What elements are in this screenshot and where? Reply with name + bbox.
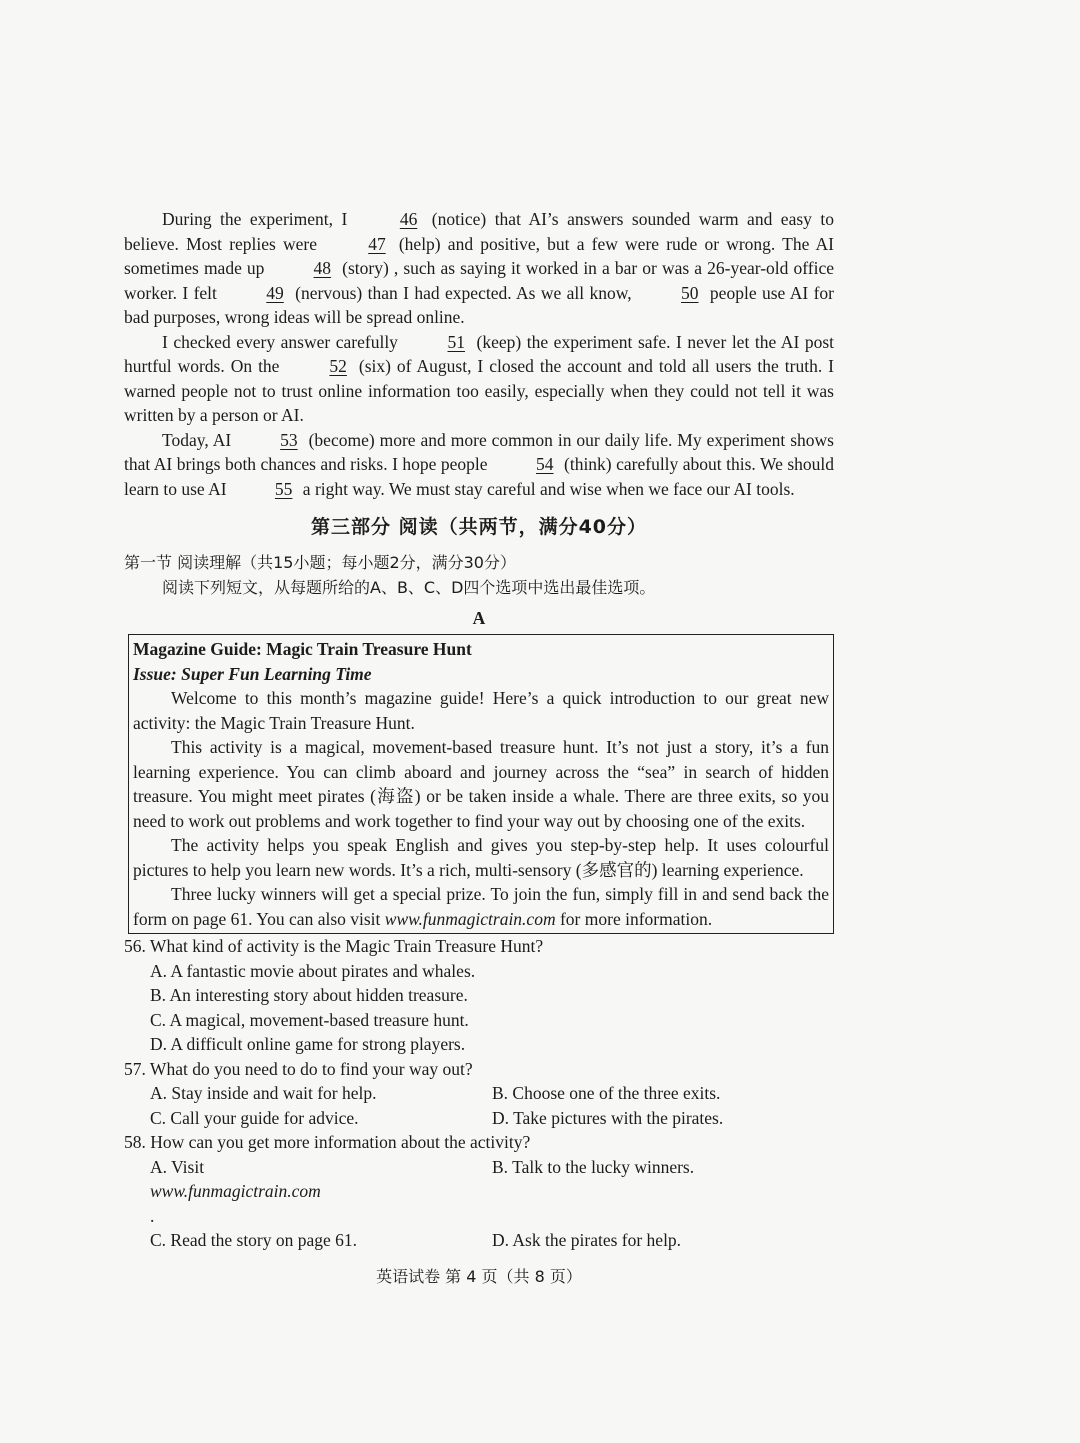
section-instruction: 阅读下列短文，从每题所给的A、B、C、D四个选项中选出最佳选项。 xyxy=(162,577,656,597)
question-58 xyxy=(124,1130,834,1253)
text: a right way. We must stay careful and wise when we face our AI tools. xyxy=(298,478,795,499)
text: I checked every answer carefully xyxy=(162,331,404,352)
text: (six) of August, I closed the account and told all users the truth. I warned people not to trust online information too easily, especially when they could not tell it was written by a person or AI. xyxy=(124,356,834,425)
passage-letter: A xyxy=(472,607,486,628)
option-d: D. Take pictures with the pirates. xyxy=(492,1107,724,1128)
text: (nervous) than I had expected. As we all know, xyxy=(289,282,638,303)
question-56 xyxy=(124,934,834,1057)
option-row xyxy=(150,1155,834,1229)
blank-55: 55 xyxy=(274,478,293,499)
blank-50: 50 xyxy=(681,282,699,303)
passage-paragraph-1: Welcome to this month’s magazine guide! Here’s a quick introduction to our great new activity: the Magic Train Treasure Hunt. xyxy=(133,688,829,733)
text: During the experiment, I xyxy=(162,209,356,229)
cloze-paragraph-2 xyxy=(124,330,834,428)
section-title: 第三部分 阅读（共两节，满分40分） xyxy=(310,516,648,538)
text: Today, AI xyxy=(162,429,237,450)
text: (become) more and more common in our daily life. My experiment shows that AI brings both chances and risks. I hope people xyxy=(124,429,834,474)
passage-paragraph-3: The activity helps you speak English and gives you step-by-step help. It uses colourful pictures to help you learn new words. It’s a rich, multi-sensory (多感官的) learning experience. xyxy=(133,835,829,880)
text: (notice) that AI’s answers sounded warm and easy to believe. Most replies were xyxy=(124,209,834,254)
option-c: C. A magical, movement-based treasure hunt. xyxy=(150,1009,469,1030)
option-row xyxy=(150,1106,834,1131)
question-57 xyxy=(124,1057,834,1131)
blank-47: 47 xyxy=(368,233,386,254)
option-d: D. A difficult online game for strong players. xyxy=(150,1034,466,1054)
option-d: D. Ask the pirates for help. xyxy=(492,1230,682,1250)
cloze-paragraph-1 xyxy=(124,207,834,330)
blank-54: 54 xyxy=(536,454,554,474)
text: (story) , such as saying it worked in a bar or was a 26-year-old office worker. I felt xyxy=(124,258,834,303)
question-stem: 57. What do you need to do to find your way out? xyxy=(124,1058,473,1079)
blank-48: 48 xyxy=(313,258,332,278)
text: A. Visit xyxy=(150,1156,205,1177)
exam-page xyxy=(124,207,834,1289)
website-url: www.funmagictrain.com xyxy=(384,908,556,929)
question-stem: 56. What kind of activity is the Magic Train Treasure Hunt? xyxy=(124,936,544,956)
text: . xyxy=(150,1205,155,1226)
page-footer: 英语试卷 第 4 页（共 8 页） xyxy=(376,1266,582,1286)
section-subtitle: 第一节 阅读理解（共15小题；每小题2分，满分30分） xyxy=(124,552,516,572)
option-c: C. Read the story on page 61. xyxy=(150,1230,358,1250)
text: (think) carefully about this. We should learn to use AI xyxy=(124,454,834,499)
text: (keep) the experiment safe. I never let the AI post hurtful words. On the xyxy=(124,331,834,376)
blank-53: 53 xyxy=(280,429,298,450)
text: (help) and positive, but a few were rude or wrong. The AI sometimes made up xyxy=(124,233,835,278)
passage-paragraph-4 xyxy=(133,882,829,931)
text: for more information. xyxy=(555,908,713,929)
blank-49: 49 xyxy=(266,282,284,303)
option-a xyxy=(150,1155,492,1229)
cloze-paragraph-3 xyxy=(124,428,834,502)
passage-issue: Issue: Super Fun Learning Time xyxy=(133,663,372,684)
option-c: C. Call your guide for advice. xyxy=(150,1107,359,1128)
option-a: A. A fantastic movie about pirates and whales. xyxy=(150,960,476,981)
text: people use AI for bad purposes, wrong ideas will be spread online. xyxy=(124,282,834,327)
blank-46: 46 xyxy=(399,209,418,229)
passage-title: Magazine Guide: Magic Train Treasure Hunt xyxy=(133,639,472,659)
option-row xyxy=(150,1228,834,1253)
option-b: B. Choose one of the three exits. xyxy=(492,1083,721,1103)
blank-51: 51 xyxy=(447,331,465,352)
text: Three lucky winners will get a special prize. To join the fun, simply fill in and send back the form on page 61. You can also visit xyxy=(133,884,829,929)
blank-52: 52 xyxy=(329,356,347,376)
option-b: B. Talk to the lucky winners. xyxy=(492,1156,695,1177)
passage-box xyxy=(128,634,834,934)
passage-paragraph-2: This activity is a magical, movement-based treasure hunt. It’s not just a story, it’s a fun learning experience. You can climb aboard and journey across the “sea” in search of hidden treasure. You might meet pirates (海盗) or be taken inside a whale. There are three exits, so you need to work out problems and work together to find your way out by choosing one of the exits. xyxy=(133,737,829,831)
option-b: B. An interesting story about hidden treasure. xyxy=(150,985,468,1005)
option-row xyxy=(150,1081,834,1106)
option-a: A. Stay inside and wait for help. xyxy=(150,1083,377,1103)
website-url: www.funmagictrain.com xyxy=(150,1181,321,1201)
question-stem: 58. How can you get more information about the activity? xyxy=(124,1132,531,1152)
